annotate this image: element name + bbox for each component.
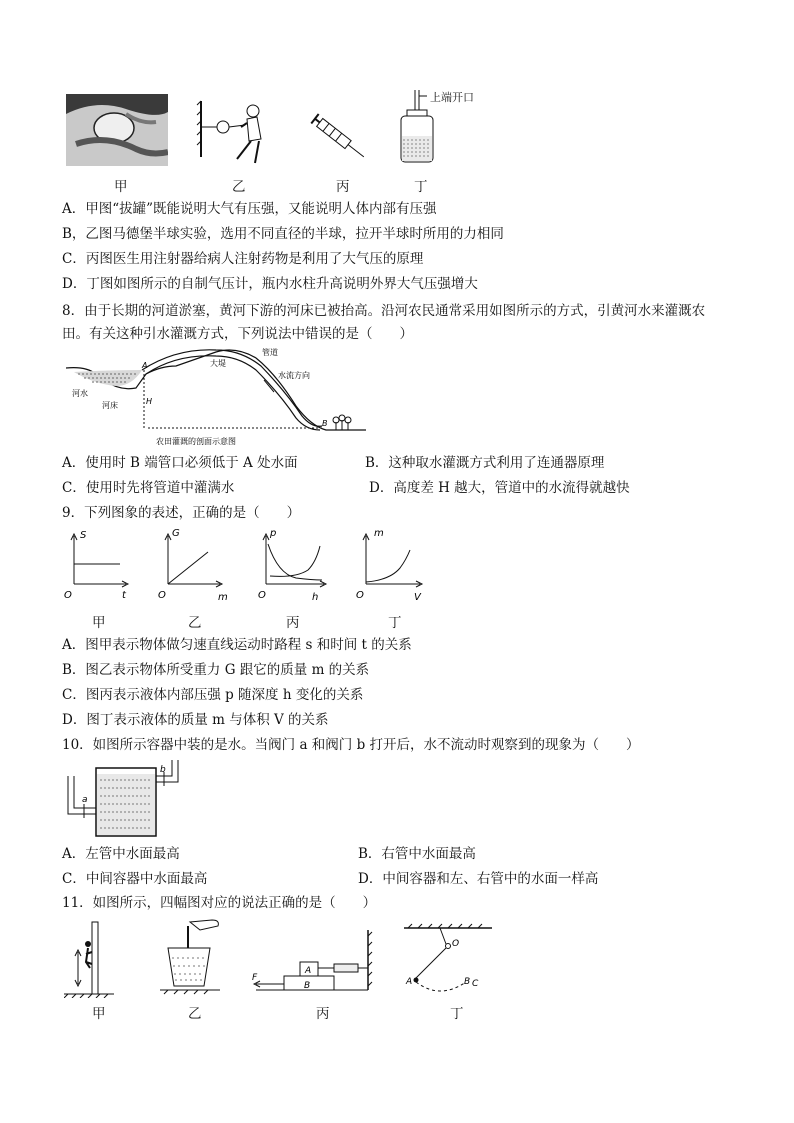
q9-graph-yi-o: O [158, 590, 166, 601]
q7-fig-label-bing: 丙 [336, 179, 350, 195]
q10-label-a: a [82, 795, 88, 805]
q8-stem-line2: 田。有关这种引水灌溉方式，下列说法中错误的是（ ） [62, 326, 413, 342]
q9-graph-bing-y: p [270, 528, 277, 539]
q10-option-a: A．左管中水面最高 [62, 846, 180, 862]
q11-fig-label-ding: 丁 [450, 1006, 464, 1022]
q9-graph-jia [62, 524, 142, 604]
q9-graph-ding-o: O [356, 590, 364, 601]
q10-option-d: D．中间容器和左、右管中的水面一样高 [358, 871, 599, 887]
q10-container-diagram [62, 760, 192, 840]
q8-label-bed: 河床 [102, 401, 118, 410]
q11-label-block-a: A [305, 966, 312, 976]
q9-graph-bing-x: h [312, 592, 319, 603]
q7-option-d: D．丁图如图所示的自制气压计，瓶内水柱升高说明外界大气压强增大 [62, 276, 478, 292]
q8-option-c: C．使用时先将管道中灌满水 [62, 480, 235, 496]
q11-label-o: O [452, 939, 460, 949]
q11-figure-climber [64, 918, 114, 998]
q11-fig-label-yi: 乙 [188, 1006, 202, 1022]
q9-graph-ding-x: V [414, 592, 421, 603]
q8-option-b: B．这种取水灌溉方式利用了连通器原理 [365, 455, 605, 471]
q10-option-b: B．右管中水面最高 [358, 846, 476, 862]
q11-stem: 11．如图所示，四幅图对应的说法正确的是（ ） [62, 895, 377, 911]
q9-graph-bing [256, 524, 336, 604]
q7-fig-label-jia: 甲 [114, 179, 128, 195]
q8-caption: 农田灌溉的剖面示意图 [156, 437, 236, 446]
q10-label-b: b [160, 765, 166, 775]
q11-figure-blocks [250, 926, 376, 998]
q8-label-flow: 水流方向 [278, 371, 310, 380]
q8-label-dam: 大堤 [210, 359, 226, 368]
q7-figure-cupping [66, 94, 168, 166]
q9-option-d: D．图丁表示液体的质量 m 与体积 V 的关系 [62, 712, 329, 728]
q7-option-b: B，乙图马德堡半球实验，选用不同直径的半球，拉开半球时所用的力相同 [62, 226, 504, 242]
q9-graph-label-bing: 丙 [286, 615, 300, 631]
q9-graph-yi-x: m [218, 592, 228, 603]
q9-option-a: A．图甲表示物体做匀速直线运动时路程 s 和时间 t 的关系 [62, 637, 412, 653]
q8-stem-line1: 8．由于长期的河道淤塞，黄河下游的河床已被抬高。沿河农民通常采用如图所示的方式，引黄河水来灌溉农 [62, 303, 706, 319]
q11-fig-label-jia: 甲 [92, 1006, 106, 1022]
q7-open-label: 上端开口 [430, 91, 474, 104]
q7-option-c: C．丙图医生用注射器给病人注射药物是利用了大气压的原理 [62, 251, 424, 267]
q11-label-block-b: B [304, 981, 311, 991]
q11-label-point-a: A [406, 977, 413, 987]
q7-option-a: A．甲图“拔罐”既能说明大气有压强，又能说明人体内部有压强 [62, 201, 437, 217]
q9-graph-ding [354, 524, 434, 604]
q8-label-h: H [146, 397, 153, 406]
q10-stem: 10．如图所示容器中装的是水。当阀门 a 和阀门 b 打开后，水不流动时观察到的现象为（ ） [62, 737, 640, 753]
q7-fig-label-ding: 丁 [414, 179, 428, 195]
q9-graph-label-ding: 丁 [388, 615, 402, 631]
q8-option-a: A．使用时 B 端管口必须低于 A 处水面 [62, 455, 298, 471]
q8-option-d: D．高度差 H 越大，管道中的水流得就越快 [369, 480, 630, 496]
q9-option-c: C．图丙表示液体内部压强 p 随深度 h 变化的关系 [62, 687, 364, 703]
q9-graph-jia-o: O [64, 590, 72, 601]
q9-option-b: B．图乙表示物体所受重力 G 跟它的质量 m 的关系 [62, 662, 370, 678]
q9-graph-label-jia: 甲 [92, 615, 106, 631]
q10-option-c: C．中间容器中水面最高 [62, 871, 208, 887]
q11-figure-cup [160, 918, 230, 998]
q8-label-b: B [322, 419, 328, 428]
q9-graph-bing-o: O [258, 590, 266, 601]
q8-label-pipe: 管道 [262, 348, 278, 357]
q9-graph-label-yi: 乙 [188, 615, 202, 631]
q11-fig-label-bing: 丙 [316, 1006, 330, 1022]
q11-label-f: F [252, 973, 258, 983]
q9-graph-jia-y: S [80, 530, 87, 541]
q9-stem: 9．下列图象的表述，正确的是（ ） [62, 505, 301, 521]
q7-figure-magdeburg [195, 97, 273, 169]
q7-figure-syringe [308, 110, 370, 168]
q8-label-river: 河水 [72, 389, 88, 398]
q11-label-point-b: B [464, 977, 471, 987]
q9-graph-ding-y: m [374, 528, 384, 539]
q11-figure-pendulum [400, 922, 496, 998]
q9-graph-yi [156, 524, 236, 604]
q8-irrigation-diagram [66, 344, 366, 448]
q11-label-point-c: C [472, 979, 479, 989]
q9-graph-yi-y: G [172, 528, 180, 539]
q8-label-a: A [142, 361, 148, 370]
q9-graph-jia-x: t [122, 590, 126, 601]
q7-fig-label-yi: 乙 [232, 179, 246, 195]
